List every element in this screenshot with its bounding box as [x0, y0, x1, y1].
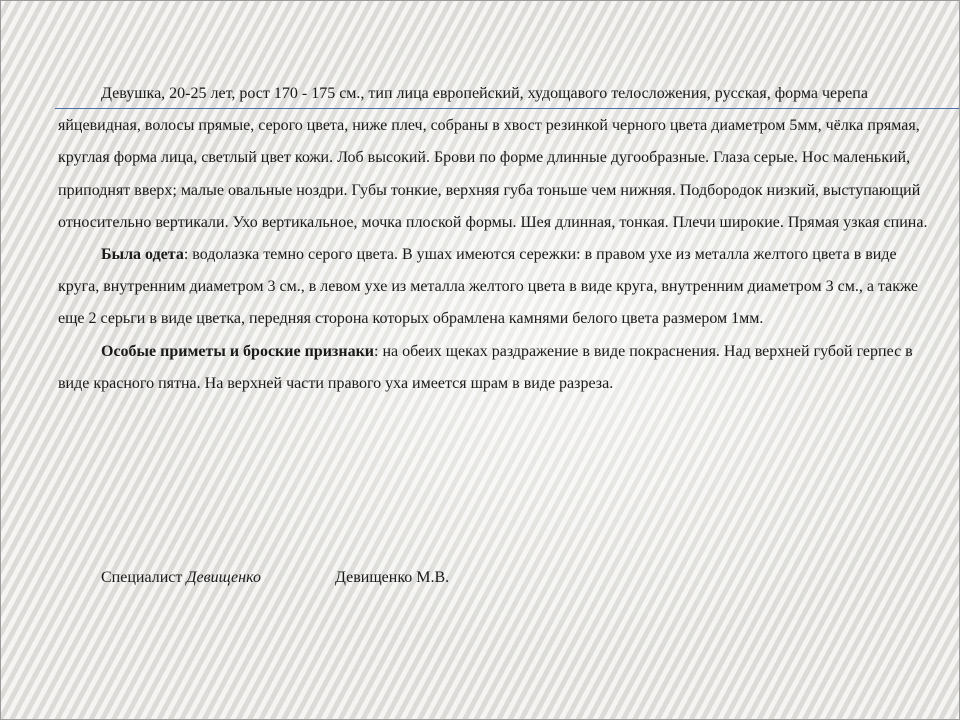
paragraph-clothing	[58, 239, 938, 336]
signature-label: Специалист	[101, 569, 187, 586]
signer-name: Девищенко М.В.	[335, 569, 450, 586]
paragraph-body: : водолазка темно серого цвета. В ушах имеются сережки: в правом ухе из металла желтого цвета в виде круга, внутренним диаметром 3 см., в левом ухе из металла желтого цвета в виде круга, внутренним диаметром 3 см., а также еще 2 серьги в виде цветка, передняя сторона которых обрамлена камнями белого цвета размером 1мм.	[58, 246, 918, 328]
signature-block	[101, 566, 261, 590]
paragraph-lead: Особые приметы и броские признаки	[101, 342, 375, 360]
handwritten-signature: Девищенко	[186, 569, 261, 586]
description-text	[58, 78, 938, 400]
paragraph-special-marks	[58, 336, 938, 400]
paragraph-lead: Была одета	[101, 246, 184, 264]
paragraph-body: Девушка, 20-25 лет, рост 170 - 175 см., тип лица европейский, худощавого телосложения, русская, форма черепа яйцевидная, волосы прямые, серого цвета, ниже плеч, собраны в хвост резинкой черного цвета диаметром 5мм, чёлка прямая, круглая форма лица, светлый цвет кожи. Лоб высокий. Брови по форме длинные дугообразные. Глаза серые. Нос маленький, приподнят вверх; малые овальные ноздри. Губы тонкие, верхняя губа тоньше чем нижняя. Подбородок низкий, выступающий относительно вертикали. Ухо вертикальное, мочка плоской формы. Шея длинная, тонкая. Плечи широкие. Прямая узкая спина.	[58, 85, 928, 231]
paragraph-body: : на обеих щеках раздражение в виде покраснения. Над верхней губой герпес в виде красного пятна. На верхней части правого уха имеется шрам в виде разреза.	[58, 342, 913, 392]
paragraph-appearance	[58, 78, 938, 239]
